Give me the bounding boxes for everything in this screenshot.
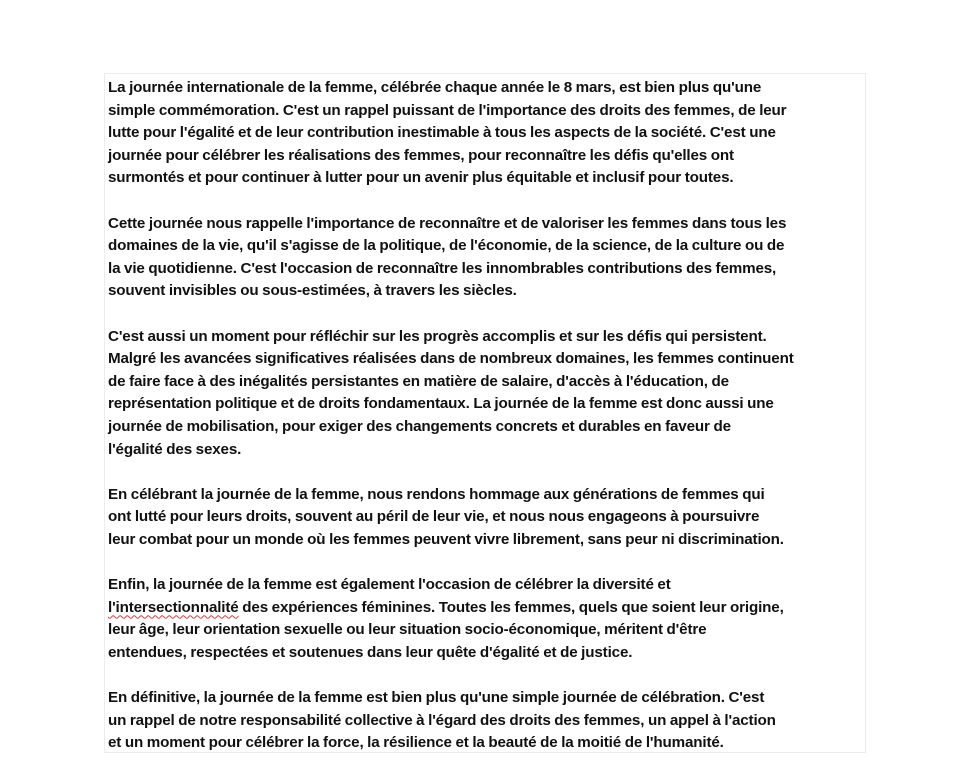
text-line: entendues, respectées et soutenues dans leur quête d'égalité et de justice. <box>108 643 633 661</box>
text-line-with-spellcheck <box>108 597 878 620</box>
text-line: journée pour célébrer les réalisations des femmes, pour reconnaître les défis qu'elles ont <box>108 146 734 164</box>
text-line: un rappel de notre responsabilité collective à l'égard des droits des femmes, un appel à l'action <box>108 711 776 729</box>
text-line: Cette journée nous rappelle l'importance de reconnaître et de valoriser les femmes dans tous les <box>108 214 787 232</box>
text-line-rest: des expériences féminines. Toutes les femmes, quels que soient leur origine, <box>242 598 784 616</box>
text-line: leur combat pour un monde où les femmes peuvent vivre librement, sans peur ni discrimination. <box>108 530 784 548</box>
text-line: La journée internationale de la femme, célébrée chaque année le 8 mars, est bien plus qu'une <box>108 79 762 96</box>
text-line: Enfin, la journée de la femme est également l'occasion de célébrer la diversité et <box>108 576 671 594</box>
text-line: ont lutté pour leurs droits, souvent au péril de leur vie, et nous nous engageons à poursuivre <box>108 508 760 526</box>
text-line: représentation politique et de droits fondamentaux. La journée de la femme est donc aussi une <box>108 395 774 413</box>
document-body[interactable] <box>108 77 878 755</box>
text-line: la vie quotidienne. C'est l'occasion de reconnaître les innombrables contributions des femmes, <box>108 259 777 277</box>
paragraph-6 <box>108 687 878 755</box>
text-line: lutte pour l'égalité et de leur contribution inestimable à tous les aspects de la société. C'est une <box>108 124 776 142</box>
paragraph-3 <box>108 326 878 462</box>
text-line: Malgré les avancées significatives réalisées dans de nombreux domaines, les femmes continuent <box>108 350 794 368</box>
paragraph-2 <box>108 213 878 303</box>
text-line: domaines de la vie, qu'il s'agisse de la politique, de l'économie, de la science, de la culture ou de <box>108 237 785 255</box>
text-line: souvent invisibles ou sous-estimées, à travers les siècles. <box>108 282 517 300</box>
paragraph-4 <box>108 484 878 552</box>
text-line: simple commémoration. C'est un rappel puissant de l'importance des droits des femmes, de leur <box>108 101 787 119</box>
text-line: l'égalité des sexes. <box>108 440 242 458</box>
spellcheck-underlined-word[interactable]: l'intersectionnalité <box>108 598 239 616</box>
text-line: de faire face à des inégalités persistantes en matière de salaire, d'accès à l'éducation, de <box>108 372 729 390</box>
paragraph-5 <box>108 574 878 664</box>
paragraph-1 <box>108 77 878 190</box>
text-line: C'est aussi un moment pour réfléchir sur les progrès accomplis et sur les défis qui persistent. <box>108 327 767 345</box>
text-line: et un moment pour célébrer la force, la résilience et la beauté de la moitié de l'humanité. <box>108 734 724 752</box>
text-line: En célébrant la journée de la femme, nous rendons hommage aux générations de femmes qui <box>108 485 765 503</box>
text-line: journée de mobilisation, pour exiger des changements concrets et durables en faveur de <box>108 417 731 435</box>
text-line: leur âge, leur orientation sexuelle ou leur situation socio-économique, méritent d'être <box>108 621 707 639</box>
text-line: En définitive, la journée de la femme est bien plus qu'une simple journée de célébration. C'est <box>108 689 765 707</box>
text-line: surmontés et pour continuer à lutter pour un avenir plus équitable et inclusif pour toutes. <box>108 169 734 187</box>
